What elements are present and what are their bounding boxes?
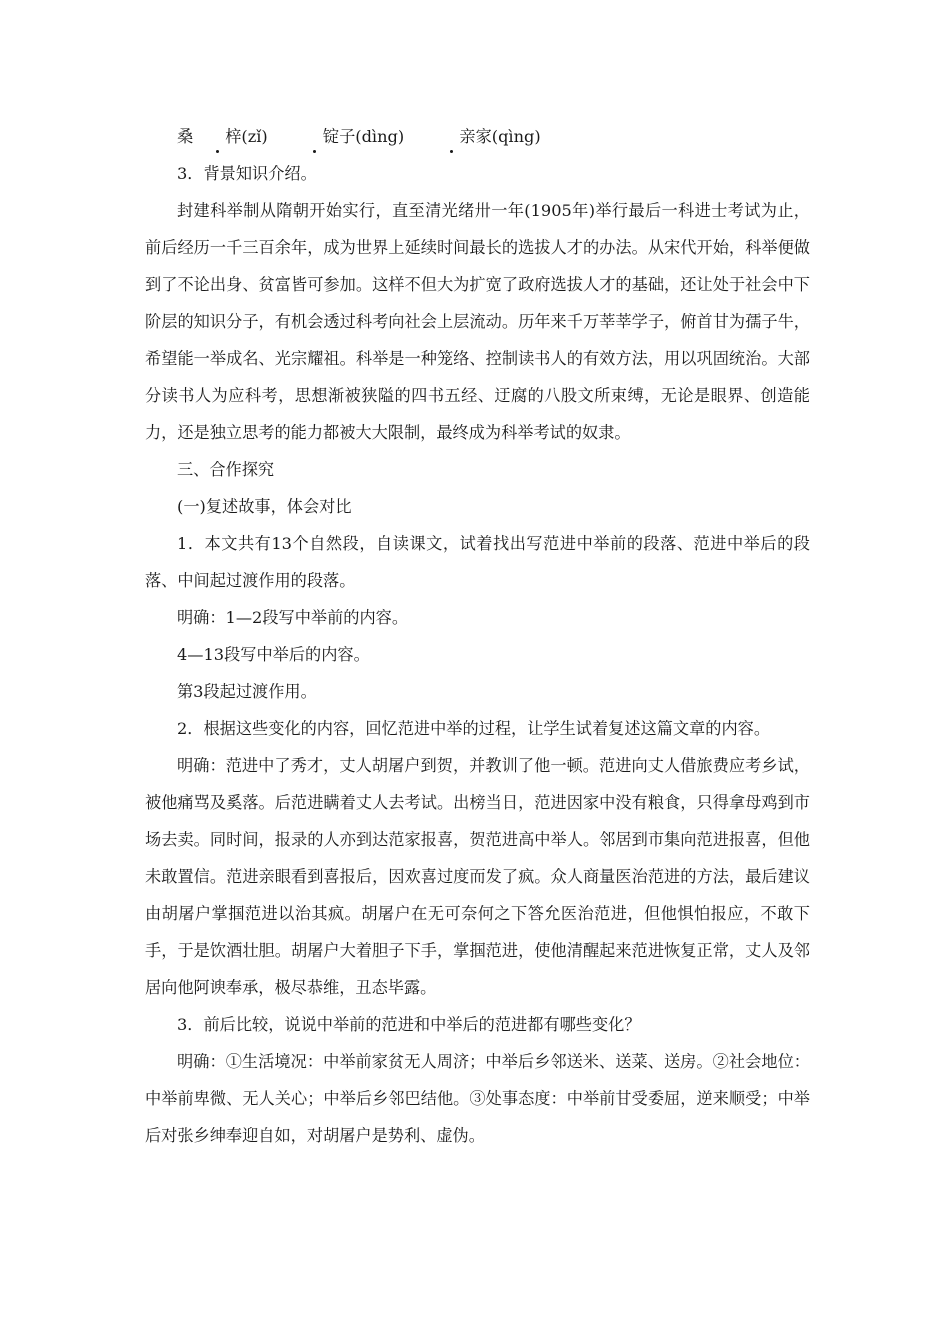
paragraph: 3．前后比较，说说中举前的范进和中举后的范进都有哪些变化？ <box>177 1015 641 1034</box>
subsection-heading: (一)复述故事，体会对比 <box>177 497 352 516</box>
paragraph: 明确：1—2段写中举前的内容。 <box>177 608 409 627</box>
pinyin-item-qingjia: 亲家(qìng) <box>427 127 540 146</box>
paragraph: 明确：①生活境况：中举前家贫无人周济；中举后乡邻送米、送菜、送房。②社会地位：中举前卑微、无人关心；中举后乡邻巴结他。③处事态度：中举前甘受委屈，逆来顺受；中举后对张乡绅奉迎自如，对胡屠户是势利、虚伪。 <box>145 1052 810 1145</box>
pinyin-item-sangzi: 桑 梓(zǐ) <box>177 127 268 146</box>
paragraph: 封建科举制从隋朝开始实行，直至清光绪卅一年(1905年)举行最后一科进士考试为止，前后经历一千三百余年，成为世界上延续时间最长的选拔人才的办法。从宋代开始，科举便做到了不论出身、贫富皆可参加。这样不但大为扩宽了政府选拔人才的基础，还让处于社会中下阶层的知识分子，有机会透过科考向社会上层流动。历年来千万莘莘学子，俯首甘为孺子牛，希望能一举成名、光宗耀祖。科举是一种笼络、控制读书人的有效方法，用以巩固统治。大部分读书人为应科考，思想渐被狭隘的四书五经、迂腐的八股文所束缚，无论是眼界、创造能力，还是独立思考的能力都被大大限制，最终成为科举考试的奴隶。 <box>145 201 810 442</box>
document-page <box>145 118 810 1154</box>
paragraph: 2．根据这些变化的内容，回忆范进中举的过程，让学生试着复述这篇文章的内容。 <box>177 719 771 738</box>
emphasis-dot-char: 锭 <box>291 118 339 155</box>
emphasis-dot-char: 梓 <box>193 118 241 155</box>
pinyin-item-dingzi: 锭子(dìng) <box>291 127 404 146</box>
emphasis-dot-char: 亲 <box>427 118 475 155</box>
paragraph: 3．背景知识介绍。 <box>177 164 317 183</box>
paragraph: 第3段起过渡作用。 <box>177 682 317 701</box>
pinyin-row <box>145 118 810 155</box>
paragraph: 明确：范进中了秀才，丈人胡屠户到贺，并教训了他一顿。范进向丈人借旅费应考乡试，被他痛骂及奚落。后范进瞒着丈人去考试。出榜当日，范进因家中没有粮食，只得拿母鸡到市场去卖。同时间，报录的人亦到达范家报喜，贺范进高中举人。邻居到市集向范进报喜，但他未敢置信。范进亲眼看到喜报后，因欢喜过度而发了疯。众人商量医治范进的方法，最后建议由胡屠户掌掴范进以治其疯。胡屠户在无可奈何之下答允医治范进，但他惧怕报应，不敢下手，于是饮酒壮胆。胡屠户大着胆子下手，掌掴范进，使他清醒起来范进恢复正常，丈人及邻居向他阿谀奉承，极尽恭维，丑态毕露。 <box>145 756 810 997</box>
section-heading: 三、合作探究 <box>177 460 275 479</box>
paragraph: 4—13段写中举后的内容。 <box>177 645 370 664</box>
paragraph: 1．本文共有13个自然段，自读课文，试着找出写范进中举前的段落、范进中举后的段落、中间起过渡作用的段落。 <box>145 534 810 590</box>
